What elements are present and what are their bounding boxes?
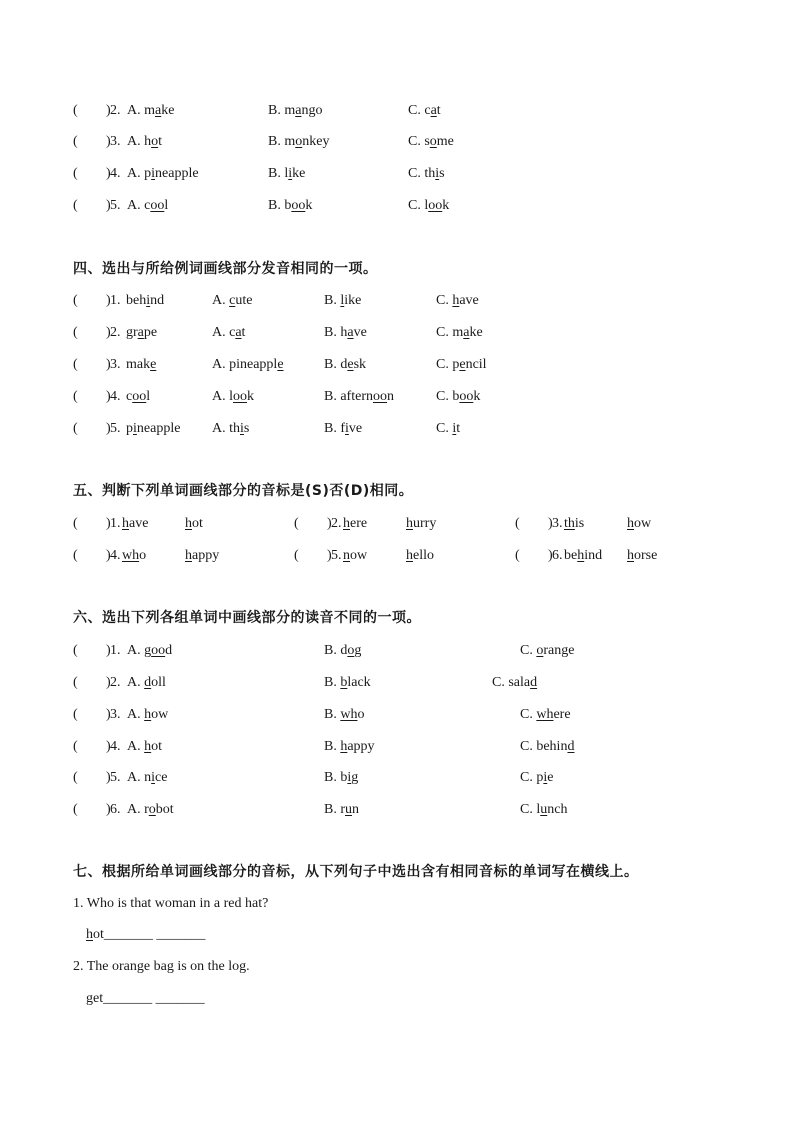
option-a: A. nice <box>127 770 168 785</box>
sentence: 2. The orange bag is on the log. <box>73 959 250 974</box>
section-6-heading: 六、选出下列各组单词中画线部分的读音不同的一项。 <box>73 610 421 626</box>
underlined-sound: e <box>150 357 157 372</box>
question-number: 3. <box>110 357 121 372</box>
question-number: 1. <box>110 516 121 531</box>
underlined-sound: h <box>577 548 585 563</box>
question-row <box>0 131 794 153</box>
underlined-sound: oo <box>291 198 306 213</box>
option-a: A. robot <box>127 802 174 817</box>
underlined-sound: h <box>406 516 413 531</box>
answer-blank[interactable]: ( <box>73 643 78 658</box>
underlined-sound: a <box>235 325 242 340</box>
underlined-sound: h <box>144 739 152 754</box>
underlined-sound: i <box>435 166 440 181</box>
question-number: 1. <box>110 293 121 308</box>
option-b: B. big <box>324 770 359 785</box>
word-2: how <box>627 516 652 531</box>
answer-blanks[interactable]: _______ _______ <box>103 991 205 1006</box>
option-b: B. dog <box>324 643 362 658</box>
answer-blank-close: ) <box>327 516 332 531</box>
option-c: C. pie <box>520 770 554 785</box>
question-number: 4. <box>110 389 121 404</box>
underlined-sound: oo <box>372 389 387 404</box>
word-2: happy <box>185 548 220 563</box>
answer-blank-close: ) <box>106 198 111 213</box>
option-c: C. have <box>436 293 479 308</box>
underlined-sound: i <box>543 770 548 785</box>
section-5-heading: 五、判断下列单词画线部分的音标是(S)否(D)相同。 <box>73 483 414 499</box>
answer-blank[interactable]: ( <box>73 357 78 372</box>
underlined-sound: d <box>530 675 538 690</box>
answer-blank-close: ) <box>106 739 111 754</box>
word-1: who <box>122 548 147 563</box>
answer-blank-close: ) <box>106 707 111 722</box>
option-b: B. afternoon <box>324 389 394 404</box>
option-c: C. cat <box>408 103 441 118</box>
answer-blank-close: ) <box>548 516 553 531</box>
option-b: B. happy <box>324 739 375 754</box>
underlined-sound: wh <box>122 548 140 563</box>
answer-blank[interactable]: ( <box>73 166 78 181</box>
section-4-heading: 四、选出与所给例词画线部分发音相同的一项。 <box>73 261 378 277</box>
underlined-sound: h <box>185 548 192 563</box>
option-b: B. mango <box>268 103 323 118</box>
underlined-sound: d <box>144 675 152 690</box>
underlined-sound: a <box>430 103 437 118</box>
underlined-sound: o <box>429 134 437 149</box>
underlined-sound: h <box>406 548 413 563</box>
question-number: 5. <box>110 198 121 213</box>
question-number: 3. <box>552 516 563 531</box>
question-number: 6. <box>110 802 121 817</box>
question-row <box>0 290 794 312</box>
option-a: A. cat <box>212 325 246 340</box>
underlined-sound: h <box>122 516 129 531</box>
word-2: horse <box>627 548 658 563</box>
underlined-sound: d <box>567 739 575 754</box>
question-number: 4. <box>110 548 121 563</box>
question-row <box>0 195 794 217</box>
answer-blank[interactable]: ( <box>73 198 78 213</box>
option-c: C. it <box>436 421 461 436</box>
answer-blank[interactable]: ( <box>73 516 78 531</box>
option-a: A. pineapple <box>212 357 284 372</box>
word-1: here <box>343 516 368 531</box>
question-number: 4. <box>110 739 121 754</box>
option-b: B. five <box>324 421 363 436</box>
option-a: A. make <box>127 103 175 118</box>
answer-blank-close: ) <box>106 293 111 308</box>
option-c: C. lunch <box>520 802 568 817</box>
question-number: 6. <box>552 548 563 563</box>
question-row <box>0 767 794 789</box>
underlined-sound: h <box>452 293 460 308</box>
option-b: B. book <box>268 198 313 213</box>
underlined-sound: h <box>185 516 192 531</box>
example-word: grape <box>126 325 158 340</box>
underlined-sound: i <box>146 293 151 308</box>
answer-blank[interactable]: ( <box>73 389 78 404</box>
underlined-sound: th <box>564 516 575 531</box>
question-number: 1. <box>110 643 121 658</box>
question-row <box>0 163 794 185</box>
answer-blank-close: ) <box>106 421 111 436</box>
answer-blank-close: ) <box>106 548 111 563</box>
underlined-sound: i <box>452 421 457 436</box>
option-c: C. some <box>408 134 454 149</box>
answer-blank-close: ) <box>106 103 111 118</box>
word-1: this <box>564 516 585 531</box>
underlined-sound: a <box>295 103 302 118</box>
word-2: hurry <box>406 516 437 531</box>
answer-blank[interactable]: ( <box>73 293 78 308</box>
option-b: B. run <box>324 802 359 817</box>
word-1: behind <box>564 548 603 563</box>
underlined-sound: o <box>347 643 355 658</box>
question-row <box>0 704 794 726</box>
underlined-sound: e <box>277 357 284 372</box>
question-row <box>0 322 794 344</box>
underlined-sound: i <box>151 166 156 181</box>
underlined-sound: i <box>347 770 352 785</box>
question-number: 4. <box>110 166 121 181</box>
underlined-sound: h <box>144 707 152 722</box>
answer-blank-close: ) <box>106 134 111 149</box>
example-word: pineapple <box>126 421 181 436</box>
question-row <box>0 386 794 408</box>
answer-blank[interactable]: ( <box>515 516 520 531</box>
underlined-sound: a <box>463 325 470 340</box>
underlined-sound: oo <box>233 389 247 404</box>
question-number: 5. <box>331 548 342 563</box>
underlined-sound: o <box>295 134 303 149</box>
example-word: behind <box>126 293 165 308</box>
question-row <box>0 640 794 662</box>
word-1: now <box>343 548 368 563</box>
option-a: A. hot <box>127 739 163 754</box>
option-a: A. cool <box>127 198 169 213</box>
underlined-sound: o <box>148 802 156 817</box>
underlined-sound: oo <box>151 643 166 658</box>
option-a: A. look <box>212 389 254 404</box>
underlined-sound: e <box>459 357 466 372</box>
option-a: A. pineapple <box>127 166 199 181</box>
answer-blank-close: ) <box>106 325 111 340</box>
answer-blank[interactable]: ( <box>515 548 520 563</box>
underlined-sound: a <box>155 103 162 118</box>
answer-blank-close: ) <box>106 389 111 404</box>
underlined-sound: a <box>347 325 354 340</box>
underlined-sound: h <box>86 927 93 942</box>
underlined-sound: oo <box>459 389 474 404</box>
option-a: A. good <box>127 643 173 658</box>
question-number: 2. <box>110 675 121 690</box>
answer-blank[interactable]: ( <box>73 103 78 118</box>
option-a: A. how <box>127 707 169 722</box>
underlined-sound: u <box>540 802 548 817</box>
option-a: A. this <box>212 421 250 436</box>
answer-blank-close: ) <box>106 357 111 372</box>
answer-blank[interactable]: ( <box>294 548 299 563</box>
answer-blanks[interactable]: _______ _______ <box>103 927 206 942</box>
option-c: C. book <box>436 389 481 404</box>
question-number: 3. <box>110 134 121 149</box>
word-1: have <box>122 516 149 531</box>
option-b: B. who <box>324 707 365 722</box>
example-word: make <box>126 357 157 372</box>
underlined-sound: h <box>343 516 350 531</box>
underlined-sound: u <box>345 802 352 817</box>
underlined-sound: oo <box>150 198 165 213</box>
option-c: C. where <box>520 707 571 722</box>
answer-blank[interactable]: ( <box>73 548 78 563</box>
answer-blank-close: ) <box>548 548 553 563</box>
answer-blank[interactable]: ( <box>73 675 78 690</box>
option-b: B. have <box>324 325 367 340</box>
underlined-sound: c <box>229 293 236 308</box>
underlined-sound: o <box>536 643 544 658</box>
underlined-sound: g <box>86 991 93 1006</box>
answer-blank-close: ) <box>106 643 111 658</box>
underlined-sound: h <box>627 548 634 563</box>
question-row <box>0 672 794 694</box>
answer-blank-close: ) <box>106 802 111 817</box>
option-c: C. make <box>436 325 483 340</box>
question-row <box>0 100 794 122</box>
answer-blank[interactable]: ( <box>73 325 78 340</box>
question-row <box>0 545 794 567</box>
option-a: A. doll <box>127 675 166 690</box>
option-c: C. salad <box>492 675 538 690</box>
option-c: C. this <box>408 166 445 181</box>
question-number: 5. <box>110 770 121 785</box>
question-row <box>0 736 794 758</box>
underlined-sound: oo <box>428 198 443 213</box>
underlined-sound: b <box>340 675 348 690</box>
question-row <box>0 513 794 535</box>
sentence: 1. Who is that woman in a red hat? <box>73 896 269 911</box>
underlined-sound: o <box>151 134 159 149</box>
underlined-sound: wh <box>536 707 554 722</box>
underlined-sound: h <box>627 516 634 531</box>
option-b: B. like <box>324 293 362 308</box>
question-row <box>0 354 794 376</box>
question-number: 5. <box>110 421 121 436</box>
question-row <box>0 418 794 440</box>
question-row <box>0 799 794 821</box>
answer-blank[interactable]: ( <box>73 134 78 149</box>
underlined-sound: h <box>340 739 348 754</box>
underlined-sound: a <box>137 325 144 340</box>
question-number: 2. <box>331 516 342 531</box>
answer-blank-close: ) <box>106 675 111 690</box>
answer-blank-close: ) <box>106 166 111 181</box>
underlined-sound: i <box>288 166 293 181</box>
answer-blank-close: ) <box>327 548 332 563</box>
question-number: 2. <box>110 103 121 118</box>
answer-blank[interactable]: ( <box>73 739 78 754</box>
example-word: cool <box>126 389 151 404</box>
word-2: hello <box>406 548 434 563</box>
answer-line[interactable]: hot_______ _______ <box>86 927 206 942</box>
option-b: B. like <box>268 166 306 181</box>
question-number: 2. <box>110 325 121 340</box>
question-number: 3. <box>110 707 121 722</box>
option-a: A. hot <box>127 134 163 149</box>
option-c: C. orange <box>520 643 575 658</box>
answer-line[interactable]: get_______ _______ <box>86 991 205 1006</box>
answer-blank[interactable]: ( <box>73 707 78 722</box>
option-b: B. desk <box>324 357 367 372</box>
answer-blank-close: ) <box>106 516 111 531</box>
underlined-sound: i <box>133 421 137 436</box>
section-7-heading: 七、根据所给单词画线部分的音标，从下列句子中选出含有相同音标的单词写在横线上。 <box>73 864 639 880</box>
underlined-sound: i <box>240 421 244 436</box>
answer-blank[interactable]: ( <box>294 516 299 531</box>
answer-blank[interactable]: ( <box>73 421 78 436</box>
underlined-sound: wh <box>340 707 358 722</box>
answer-blank-close: ) <box>106 770 111 785</box>
underlined-sound: n <box>343 548 350 563</box>
underlined-sound: l <box>340 293 345 308</box>
underlined-sound: e <box>347 357 354 372</box>
underlined-sound: i <box>151 770 156 785</box>
underlined-sound: oo <box>132 389 147 404</box>
option-c: C. behind <box>520 739 575 754</box>
option-b: B. monkey <box>268 134 330 149</box>
option-a: A. cute <box>212 293 253 308</box>
word-2: hot <box>185 516 203 531</box>
answer-blank[interactable]: ( <box>73 802 78 817</box>
option-c: C. look <box>408 198 450 213</box>
option-c: C. pencil <box>436 357 487 372</box>
option-b: B. black <box>324 675 371 690</box>
answer-blank[interactable]: ( <box>73 770 78 785</box>
underlined-sound: i <box>345 421 349 436</box>
